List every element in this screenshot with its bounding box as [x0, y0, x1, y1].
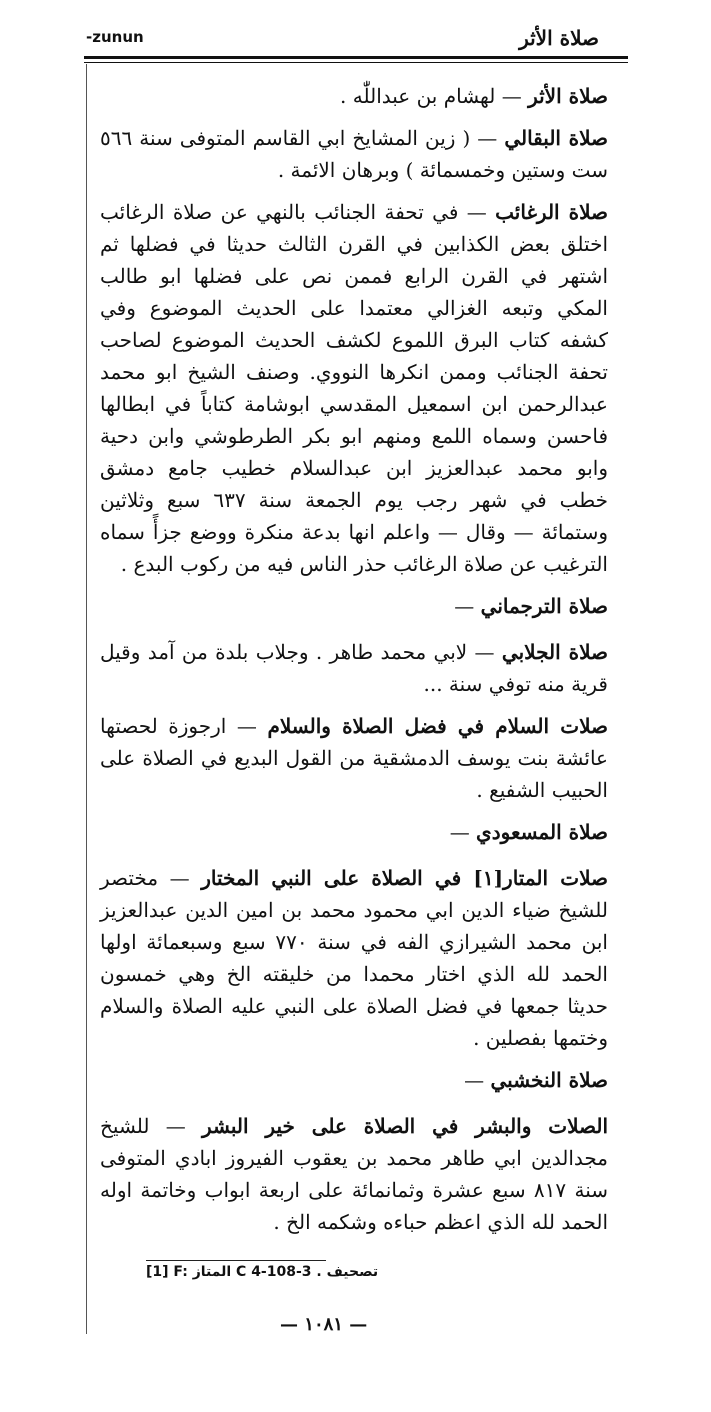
page-header-left: -zunun [86, 28, 144, 46]
entry-term: صلاة المسعودي [476, 820, 608, 844]
entry-term: صلات المتار[١] في الصلاة على النبي المختار [201, 866, 608, 890]
entry-term: صلاة البقالي [504, 126, 608, 150]
entry-text: — ارجوزة لحصتها عائشة بنت يوسف الدمشقية من القول البديع في الصلاة على الحبيب الشفيع . [100, 714, 608, 802]
entries-column [100, 80, 608, 1248]
entry-term: صلاة الأثر [528, 84, 608, 108]
page-number: — ١٠٨١ — [280, 1314, 368, 1335]
header-rule-thin [84, 62, 628, 63]
entry-text: — للشيخ مجدالدين ابي طاهر محمد بن يعقوب الفيروز ابادي المتوفى سنة ٨١٧ سبع عشرة وثمانمائة على اربعة ابواب وخاتمة اوله الحمد لله الذي اعظم حباءه وشكمه الخ . [100, 1114, 608, 1234]
entry-term: صلاة الترجماني [480, 594, 608, 618]
entry [100, 816, 608, 848]
page-header-right: صلاة الأثر [519, 26, 599, 50]
entry-text: — لهشام بن عبداللّٰه . [340, 84, 529, 108]
entry [100, 1064, 608, 1096]
entry-text: — [464, 1068, 491, 1092]
entry [100, 862, 608, 1054]
entry [100, 122, 608, 186]
entry-text: — لابي محمد طاهر . وجلاب بلدة من آمد وقيل قرية منه توفي سنة ... [100, 640, 608, 696]
entry-text: — [449, 820, 477, 844]
entry-term: صلات السلام في فضل الصلاة والسلام [267, 714, 608, 738]
entry-term: الصلات والبشر في الصلاة على خير البشر [202, 1114, 608, 1138]
entry-text: — ( زين المشايخ ابي القاسم المتوفى سنة ٥٦٦ ست وستين وخمسمائة ) وبرهان الائمة . [100, 126, 608, 182]
margin-line [86, 64, 87, 1334]
entry-text: — مختصر للشيخ ضياء الدين ابي محمود محمد بن امين الدين عبدالعزيز ابن محمد الشيرازي الفه في سنة ٧٧٠ سبع وسبعمائة اولها الحمد لله الذي اختار محمدا من خليقته الخ وهي خمسون حديثا جمعها في فضل الصلاة على النبي عليه الصلاة والسلام وختمها بفصلين . [100, 866, 608, 1050]
entry [100, 1110, 608, 1238]
entry [100, 80, 608, 112]
footnote-rule [146, 1260, 326, 1261]
entry [100, 590, 608, 622]
entry [100, 636, 608, 700]
entry-text: — في تحفة الجنائب بالنهي عن صلاة الرغائب اختلق بعض الكذابين في القرن الثالث حديثا في فضلها ثم اشتهر في القرن الرابع فممن نص على فضلها ابو طالب المكي وتبعه الغزالي معتمدا على الحديث الموضوع وفي كشفه كتاب البرق اللموع لكشف الحديث الموضوع لصاحب تحفة الجنائب وممن انكرها النووي. وصنف الشيخ ابو محمد عبدالرحمن ابن اسمعيل المقدسي ابوشامة كتاباً في ابطالها فاحسن وسماه اللمع ومنهم ابو بكر الطرطوشي وابن دحية وابو محمد عبدالعزيز ابن عبدالسلام خطيب جامع دمشق خطب في شهر رجب يوم الجمعة سنة ٦٣٧ سبع وثلاثين وستمائة — وقال — واعلم انها بدعة منكرة ووضع جزأً سماه الترغيب عن صلاة الرغائب حذر الناس فيه من ركوب البدع . [100, 200, 609, 576]
footnote: [1] F: المتاز C 4-108-3 . تصحيف [146, 1264, 379, 1280]
entry [100, 196, 608, 580]
entry-text: — [454, 594, 481, 618]
entry-term: صلاة الجلابي [501, 640, 608, 664]
header-rule [84, 56, 628, 59]
entry [100, 710, 608, 806]
entry-term: صلاة الرغائب [495, 200, 608, 224]
entry-term: صلاة النخشبي [490, 1068, 608, 1092]
